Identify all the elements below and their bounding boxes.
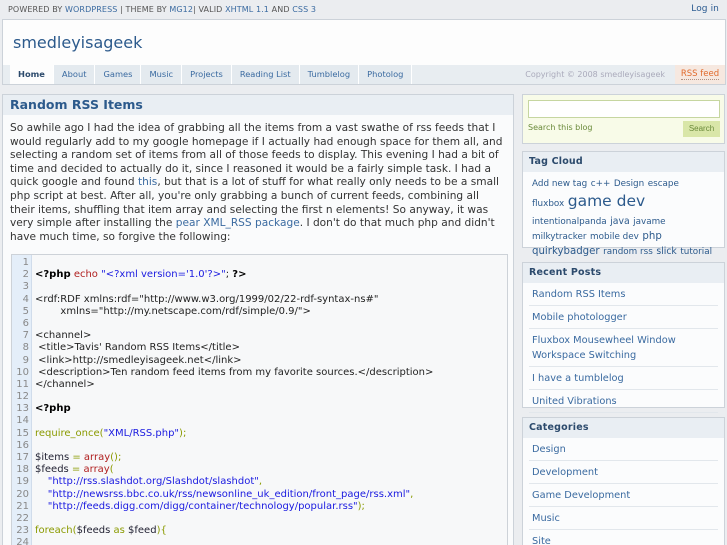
line-number: 18: [16, 464, 29, 476]
login-link[interactable]: Log in: [691, 4, 719, 14]
recent-post-link[interactable]: Random RSS Items: [532, 289, 626, 300]
recent-post-link[interactable]: United Vibrations: [532, 396, 617, 407]
nav-tumblelog[interactable]: Tumblelog: [300, 65, 359, 84]
nav-music[interactable]: Music: [141, 65, 182, 84]
code-line: "http://feeds.digg.com/digg/container/technology/popular.rss");: [35, 500, 365, 512]
tag-link[interactable]: c++: [590, 179, 611, 189]
code-line: xmlns="http://my.netscape.com/rdf/simple/0.9/">: [35, 305, 311, 317]
line-number: 22: [16, 512, 29, 524]
rss-feed-label: RSS feed: [680, 69, 720, 79]
category-link[interactable]: Music: [532, 513, 560, 524]
pear-package-link[interactable]: pear XML_RSS package: [175, 217, 300, 230]
recent-posts-title: Recent Posts: [523, 263, 724, 283]
post-title[interactable]: Random RSS Items: [3, 95, 513, 115]
tag-link[interactable]: slick: [656, 246, 677, 257]
code-line: foreach($feeds as $feed){: [35, 525, 167, 537]
recent-post-link[interactable]: Fluxbox Mousewheel Window Workspace Switching: [532, 335, 676, 361]
recent-post-item: [529, 390, 718, 413]
main-nav: [3, 65, 725, 84]
categories-widget: [522, 417, 725, 545]
recent-post-item: [529, 329, 718, 367]
post-text: So awhile ago I had the idea of grabbing all the items from a vast swathe of rss feeds that I would regularly add to my google homepage if I actually had enough space for them all, and selecting a random set of items from all of those feeds to display. This evening I had a bit of time and decided to actually do it, since I reasoned it would be a fairly simple task. I had a quick google and found: [10, 122, 503, 189]
code-line: $items = array();: [35, 452, 122, 463]
nav-games[interactable]: Games: [95, 65, 141, 84]
line-number: 3: [22, 281, 29, 293]
tag-link[interactable]: intentionalpanda: [532, 217, 607, 227]
theme-link[interactable]: MG12: [169, 5, 194, 14]
theme-by-label: | THEME BY: [120, 5, 167, 14]
code-block: [11, 254, 508, 545]
category-link[interactable]: Game Development: [532, 490, 631, 501]
code-line: <?php echo "<?xml version='1.0'?>"; ?>: [35, 269, 247, 281]
line-number: 14: [16, 415, 29, 427]
rss-feed-link[interactable]: [675, 65, 725, 84]
tag-link[interactable]: milkytracker: [532, 232, 587, 242]
tag-cloud-title: Tag Cloud: [523, 152, 724, 172]
line-number: 10: [16, 366, 29, 378]
site-title[interactable]: smedleyisageek: [13, 33, 143, 52]
tag-cloud: [523, 172, 724, 259]
code-line: "http://newsrss.bbc.co.uk/rss/newsonline_uk_edition/front_page/rss.xml",: [35, 488, 414, 500]
tag-link[interactable]: Add new tag: [532, 179, 588, 189]
nav-about[interactable]: About: [54, 65, 96, 84]
category-item: [529, 530, 718, 545]
tag-link[interactable]: javame: [633, 217, 666, 227]
xhtml-link[interactable]: XHTML 1.1: [225, 5, 269, 14]
tag-link[interactable]: Design: [613, 179, 645, 189]
code-line: require_once("XML/RSS.php");: [35, 427, 187, 439]
code-line: <?php: [35, 403, 71, 415]
category-link[interactable]: Site: [532, 536, 551, 545]
post-body: [3, 115, 513, 244]
line-number: 6: [22, 317, 29, 329]
wordpress-link[interactable]: WORDPRESS: [65, 5, 118, 14]
line-number: 7: [22, 330, 29, 342]
nav-reading-list[interactable]: Reading List: [232, 65, 300, 84]
recent-post-item: [529, 283, 718, 306]
code-line: <description>Ten random feed items from my favorite sources.</description>: [35, 366, 434, 378]
search-widget: [522, 94, 725, 144]
tag-link[interactable]: game dev: [567, 192, 646, 210]
valid-label: | VALID: [193, 5, 223, 14]
line-number: 24: [16, 537, 29, 545]
line-number: 15: [16, 427, 29, 439]
code-line: <rdf:RDF xmlns:rdf="http://www.w3.org/1999/02/22-rdf-syntax-ns#": [35, 293, 379, 305]
categories-title: Categories: [523, 418, 724, 438]
line-number: 9: [22, 354, 29, 366]
nav-home[interactable]: Home: [10, 65, 54, 84]
category-link[interactable]: Development: [532, 467, 598, 478]
line-number: 2: [22, 269, 29, 281]
tag-link[interactable]: php: [642, 231, 662, 242]
credits: [8, 5, 316, 14]
tag-link[interactable]: fluxbox: [532, 199, 565, 209]
line-number: 16: [16, 439, 29, 451]
line-number: 19: [16, 476, 29, 488]
tag-link[interactable]: random rss: [603, 247, 653, 257]
line-number: 12: [16, 391, 29, 403]
category-item: [529, 461, 718, 484]
code-line: $feeds = array(: [35, 464, 114, 476]
css-link[interactable]: CSS 3: [292, 5, 317, 14]
tag-link[interactable]: tutorial: [680, 247, 713, 257]
top-bar: [0, 0, 727, 19]
line-number: 8: [22, 342, 29, 354]
line-number: 21: [16, 500, 29, 512]
code-line: "http://rss.slashdot.org/Slashdot/slashdot",: [35, 476, 263, 488]
and-label: AND: [271, 5, 290, 14]
post: [2, 94, 514, 545]
line-number: 1: [22, 257, 29, 268]
post-text: , but that is a lot of stuff for what really only needs to be a small php script at best. After all, you're only grabbing a bunch of current feeds, combining all their items, shuffling that item array and selecting the first n elements! So anyway, it was very simple after installing the: [10, 176, 499, 230]
nav-projects[interactable]: Projects: [182, 65, 232, 84]
recent-posts-widget: [522, 262, 725, 408]
nav-photolog[interactable]: Photolog: [359, 65, 412, 84]
code-line: <channel>: [35, 330, 92, 342]
tag-link[interactable]: java: [610, 216, 630, 227]
line-number: 4: [22, 293, 29, 305]
code-line: </channel>: [35, 378, 95, 390]
line-number: 20: [16, 488, 29, 500]
recent-post-item: [529, 306, 718, 329]
category-item: [529, 438, 718, 461]
recent-post-item: [529, 367, 718, 390]
category-item: [529, 484, 718, 507]
tag-link[interactable]: escape: [647, 179, 679, 189]
search-input[interactable]: [528, 100, 720, 118]
category-item: [529, 507, 718, 530]
line-number: 23: [16, 525, 29, 537]
recent-post-link[interactable]: I have a tumblelog: [532, 373, 624, 384]
copyright-text: Copyright © 2008 smedleyisageek: [525, 70, 665, 79]
tag-link[interactable]: quirkybadger: [532, 246, 600, 257]
category-link[interactable]: Design: [532, 444, 566, 455]
tag-link[interactable]: mobile dev: [590, 232, 639, 242]
code-line: <link>http://smedleyisageek.net</link>: [35, 354, 242, 366]
line-number: 11: [16, 378, 29, 390]
code-line: <title>Tavis' Random RSS Items</title>: [35, 342, 240, 354]
recent-post-link[interactable]: Mobile photologger: [532, 312, 627, 323]
powered-by-label: POWERED BY: [8, 5, 63, 14]
search-button[interactable]: Search: [683, 121, 720, 137]
site-header: [2, 19, 726, 85]
search-label: Search this blog: [528, 123, 593, 132]
post-text: . I don't do that much php and didn't have much time, so forgive the following:: [10, 217, 495, 243]
line-number: 17: [16, 452, 29, 463]
this-link[interactable]: this: [137, 176, 158, 189]
line-number: 13: [16, 403, 29, 415]
line-number: 5: [22, 305, 29, 317]
tag-cloud-widget: [522, 151, 725, 257]
